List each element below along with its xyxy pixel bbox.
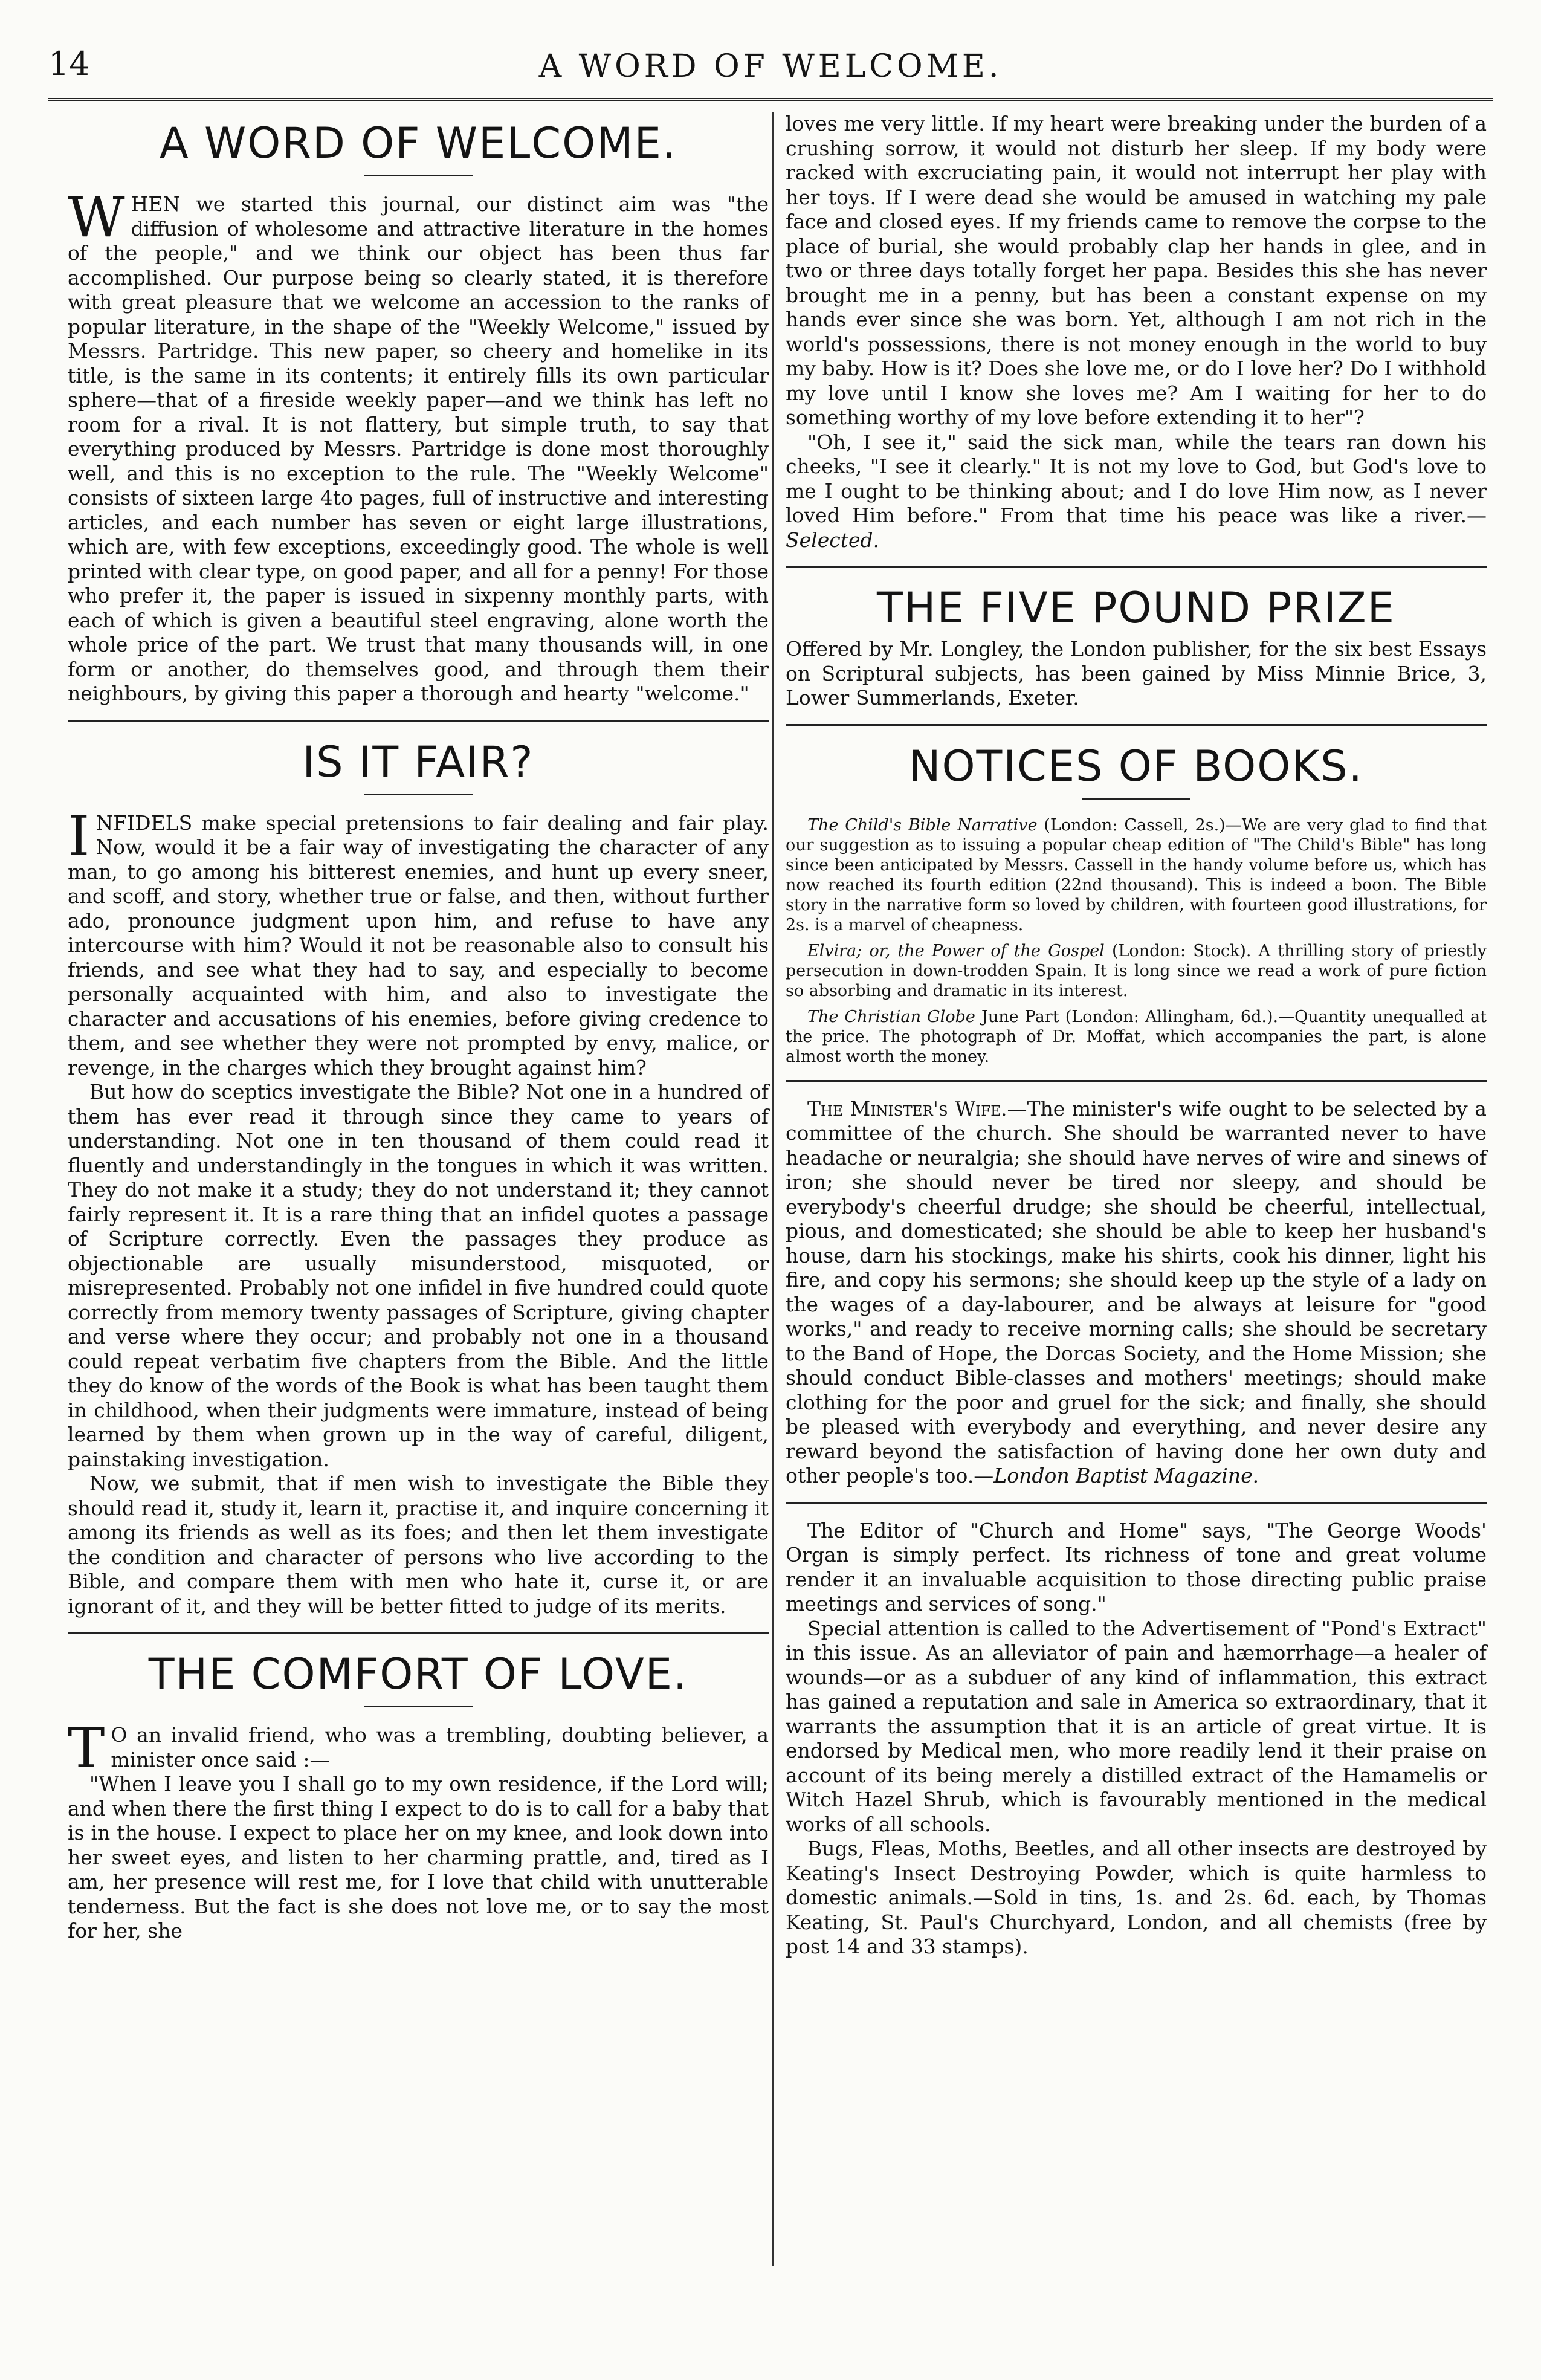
article-paragraph [68, 185, 769, 707]
book-notice-text: (London: Stock). A thrilling story of priestly persecution in down-trodden Spain. It is long since we read a work of pure fiction so absorbing and dramatic in its interest. [786, 941, 1487, 1000]
book-title: Elvira; or, the Power of the Gospel [807, 941, 1105, 960]
running-head [48, 42, 1493, 91]
page-number: 14 [48, 45, 90, 83]
article-comfort-of-love-continued [786, 112, 1487, 552]
article-five-pound-prize [786, 583, 1487, 711]
book-notice [786, 941, 1487, 1001]
article-title: THE COMFORT OF LOVE. [148, 1649, 688, 1699]
column-divider [772, 112, 774, 2266]
paragraph-text: "Oh, I see it," said the sick man, while the tears ran down his cheeks, "I see it clearly." It is not my love to God, but God's love to me I ought to be thinking about; and I do love Him now, as I never loved Him before." From that time his peace was like a river.— [786, 430, 1487, 527]
header-rule [48, 98, 1493, 101]
drop-cap: I [68, 803, 90, 868]
book-title: The Christian Globe [807, 1007, 975, 1026]
section-rule [786, 724, 1487, 726]
article-lead: The Minister's Wife. [807, 1096, 1007, 1120]
section-rule [786, 1502, 1487, 1504]
source-credit: Selected. [786, 528, 880, 552]
title-rule [364, 1706, 473, 1707]
book-notice-text: June Part (London: Allingham, 6d.).—Quantity unequalled at the price. The photograph of Dr. Moffat, which accompanies the part, is alone almost worth the money. [786, 1007, 1487, 1066]
article-comfort-of-love [68, 1649, 769, 1944]
drop-cap: T [68, 1716, 105, 1780]
drop-cap: W [68, 185, 125, 250]
left-column [68, 112, 769, 1944]
running-title: A WORD OF WELCOME. [538, 48, 1003, 85]
note-paragraph: The Editor of "Church and Home" says, "The George Woods' Organ is simply perfect. Its richness of tone and great volume render it an invaluable acquisition to those directing public praise meetings and services of song." [786, 1518, 1487, 1615]
article-paragraph: But how do sceptics investigate the Bible? Not one in a hundred of them has ever read it through since they came to years of understanding. Not one in ten thousand of them could read it fluently and understandingly in the tongues in which it was written. They do not make it a study; they do not understand it; they cannot fairly represent it. It is a rare thing that an infidel quotes a passage of Scripture correctly. Even the passages they produce as objectionable are usually misunderstood, misquoted, or misrepresented. Probably not one infidel in five hundred could quote correctly from memory twenty passages of Scripture, giving chapter and verse where they occur; and probably not one in a thousand could repeat verbatim five chapters from the Bible. And the little they do know of the words of the Book is what has been taught them in childhood, when their judgments were immature, instead of being learned by them when grown up in the way of careful, diligent, painstaking investigation. [68, 1080, 769, 1471]
section-rule [786, 1080, 1487, 1082]
book-notices [786, 815, 1487, 1067]
article-title: IS IT FAIR? [302, 737, 534, 787]
article-ministers-wife [786, 1097, 1487, 1489]
note-paragraph: Bugs, Fleas, Moths, Beetles, and all other insects are destroyed by Keating's Insect Destroying Powder, which is quite harmless to domestic animals.—Sold in tins, 1s. and 2s. 6d. each, by Thomas Keating, St. Paul's Churchyard, London, and all chemists (free by post 14 and 33 stamps). [786, 1837, 1487, 1958]
paragraph-text: NFIDELS make special pretensions to fair dealing and fair play. Now, would it be a fair way of investigating the character of any man, to go among his bitterest enemies, and hunt up every sneer, and scoff, and story, whether true or false, and then, without further ado, pronounce judgment upon him, and refuse to have any intercourse with him? Would it not be reasonable also to consult his friends, and see what they had to say, and especially to become personally acquainted with him, and also to investigate the character and accusations of his enemies, before giving credence to them, and see whether they were not prompted by envy, malice, or revenge, in the charges which they brought against him? [68, 810, 769, 1079]
source-credit: London Baptist Magazine. [993, 1464, 1259, 1487]
right-column [786, 112, 1487, 1959]
article-paragraph [68, 1716, 769, 1780]
article-title: THE FIVE POUND PRIZE [877, 583, 1395, 633]
article-notices-of-books [786, 741, 1487, 1067]
article-title: A WORD OF WELCOME. [159, 118, 677, 168]
section-rule [68, 1632, 769, 1634]
book-notice [786, 815, 1487, 935]
title-rule [364, 794, 473, 795]
article-paragraph: Offered by Mr. Longley, the London publisher, for the six best Essays on Scriptural subjects, has been gained by Miss Minnie Brice, 3, Lower Summerlands, Exeter. [786, 637, 1487, 710]
title-rule [364, 175, 473, 176]
article-paragraph [68, 803, 769, 1081]
book-notice-text: (London: Cassell, 2s.)—We are very glad to find that our suggestion as to issuing a popular cheap edition of "The Child's Bible" has long since been anticipated by Messrs. Cassell in the handy volume before us, which has now reached its fourth edition (22nd thousand). This is indeed a boon. The Bible story in the narrative form so loved by children, with fourteen good illustrations, for 2s. is a marvel of cheapness. [786, 815, 1487, 934]
article-paragraph [786, 1097, 1487, 1489]
paragraph-text: —The minister's wife ought to be selected by a committee of the church. She should be warranted never to have headache or neuralgia; she should have nerves of wire and sinews of iron; she should never be tired nor sleepy, and should be everybody's cheerful drudge; she should be cheerful, intellectual, pious, and domesticated; she should be able to keep her husband's house, darn his stockings, make his shirts, cook his dinner, light his fire, and copy his sermons; she should keep up the style of a lady on the wages of a day-labourer, and be always at leisure for "good works," and ready to receive morning calls; she should be secretary to the Band of Hope, the Dorcas Society, and the Home Mission; she should conduct Bible-classes and mothers' meetings; should make clothing for the poor and gruel for the sick; and finally, she should be pleased with everybody and everything, and never desire any reward beyond the satisfaction of having done her own duty and other people's too.— [786, 1096, 1487, 1487]
article-title: NOTICES OF BOOKS. [909, 741, 1363, 791]
book-title: The Child's Bible Narrative [807, 815, 1038, 835]
note-paragraph: Special attention is called to the Advertisement of "Pond's Extract" in this issue. As an alleviator of pain and hæmorrhage—a healer of wounds—or as a subduer of any kind of inflammation, this extract has gained a reputation and sale in America so extraordinary, that it warrants the assumption that it is an article of great virtue. It is endorsed by Medical men, who more readily lend it their praise on account of its being merely a distilled extract of the Hamamelis or Witch Hazel Shrub, which is favourably mentioned in the medical works of all schools. [786, 1616, 1487, 1836]
article-paragraph: loves me very little. If my heart were breaking under the burden of a crushing sorrow, it would not disturb her sleep. If my body were racked with excruciating pain, it would not interrupt her play with her toys. If I were dead she would be amused in watching my pale face and closed eyes. If my friends came to remove the corpse to the place of burial, she would probably clap her hands in glee, and in two or three days totally forget her papa. Besides this she has never brought me in a penny, but has been a constant expense on my hands ever since she was born. Yet, although I am not rich in the world's possessions, there is not money enough in the world to buy my baby. How is it? Does she love me, or do I love her? Do I withhold my love until I know she loves me? Am I waiting for her to do something worthy of my love before extending it to her"? [786, 112, 1487, 429]
editorial-notes [786, 1519, 1487, 1959]
article-paragraph: "When I leave you I shall go to my own residence, if the Lord will; and when there the first thing I expect to do is to call for a baby that is in the house. I expect to place her on my knee, and look down into her sweet eyes, and listen to her charming prattle, and, tired as I am, her presence will rest me, for I love that child with unutterable tenderness. But the fact is she does not love me, or to say the most for her, she [68, 1772, 769, 1942]
article-paragraph: Now, we submit, that if men wish to investigate the Bible they should read it, study it, learn it, practise it, and inquire concerning it among its friends as well as its foes; and then let them investigate the condition and character of persons who live according to the Bible, and compare them with men who hate it, curse it, or are ignorant of it, and they will be better fitted to judge of its merits. [68, 1472, 769, 1618]
article-is-it-fair [68, 737, 769, 1619]
section-rule [786, 566, 1487, 568]
section-rule [68, 720, 769, 722]
title-rule [1082, 798, 1190, 800]
paragraph-text: HEN we started this journal, our distinct aim was "the diffusion of wholesome and attractive literature in the homes of the people," and we think our object has been thus far accomplished. Our purpose being so clearly stated, it is therefore with great pleasure that we welcome an accession to the ranks of popular literature, in the shape of the "Weekly Welcome," issued by Messrs. Partridge. This new paper, so cheery and homelike in its title, is the same in its contents; it entirely fills its own particular sphere—that of a fireside weekly paper—and we think has left no room for a rival. It is not flattery, but simple truth, to say that everything produced by Messrs. Partridge is done most thoroughly well, and this is no exception to the rule. The "Weekly Welcome" consists of sixteen large 4to pages, full of instructive and interesting articles, and each number has seven or eight large illustrations, which are, with few exceptions, exceedingly good. The whole is well printed with clear type, on good paper, and all for a penny! For those who prefer it, the paper is issued in sixpenny monthly parts, with each of which is given a beautiful steel engraving, alone worth the whole price of the part. We trust that many thousands will, in one form or another, do themselves good, and through them their neighbours, by giving this paper a thorough and hearty "welcome." [68, 192, 769, 705]
article-paragraph [786, 430, 1487, 553]
article-word-of-welcome [68, 118, 769, 707]
book-notice [786, 1007, 1487, 1067]
paragraph-text: O an invalid friend, who was a trembling, doubting believer, a minister once said :— [111, 1723, 769, 1771]
